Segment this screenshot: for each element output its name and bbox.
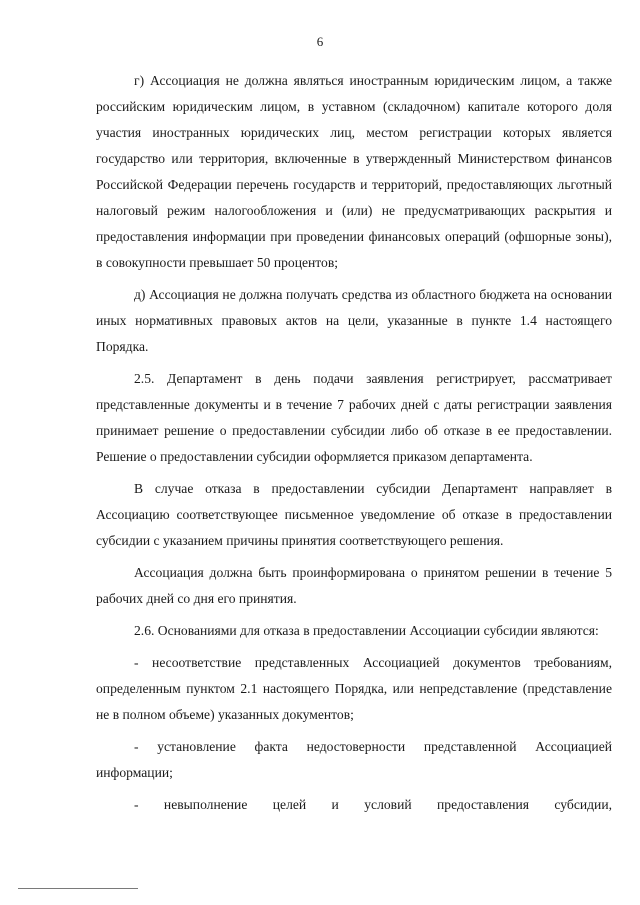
paragraph-item-g: г) Ассоциация не должна являться иностранным юридическим лицом, а также российским юридическим лицом, в уставном (складочном) капитале которого доля участия иностранных юридических лиц, местом регистрации которых является государство или территория, включенные в утвержденный Министерством финансов Российской Федерации перечень государств и территорий, предоставляющих льготный налоговый режим налогообложения и (или) не предусматривающих раскрытия и предоставления информации при проведении финансовых операций (офшорные зоны), в совокупности превышает 50 процентов; [96, 73, 612, 270]
document-body [96, 68, 612, 824]
list-item-nonconformity: - несоответствие представленных Ассоциацией документов требованиям, определенным пунктом 2.1 настоящего Порядка, или непредставление (представление не в полном объеме) указанных документов; [96, 655, 612, 722]
page-number: 6 [316, 34, 324, 49]
paragraph-2-6: 2.6. Основаниями для отказа в предоставлении Ассоциации субсидии являются: [134, 623, 599, 638]
paragraph-item-d: д) Ассоциация не должна получать средства из областного бюджета на основании иных нормативных правовых актов на цели, указанные в пункте 1.4 настоящего Порядка. [96, 287, 612, 354]
list-item-nonfulfillment: - невыполнение целей и условий предоставления субсидии, [134, 797, 612, 812]
paragraph-refusal-notice: В случае отказа в предоставлении субсидии Департамент направляет в Ассоциацию соответствующее письменное уведомление об отказе в предоставлении субсидии с указанием причины принятия соответствующего решения. [96, 481, 612, 548]
paragraph-inform-deadline: Ассоциация должна быть проинформирована о принятом решении в течение 5 рабочих дней со дня его принятия. [96, 565, 612, 606]
list-item-unreliable-info: - установление факта недостоверности представленной Ассоциацией информации; [96, 739, 612, 780]
footer-divider [18, 888, 138, 889]
paragraph-2-5: 2.5. Департамент в день подачи заявления регистрирует, рассматривает представленные документы и в течение 7 рабочих дней с даты регистрации заявления принимает решение о предоставлении субсидии либо об отказе в ее предоставлении. Решение о предоставлении субсидии оформляется приказом департамента. [96, 371, 612, 464]
